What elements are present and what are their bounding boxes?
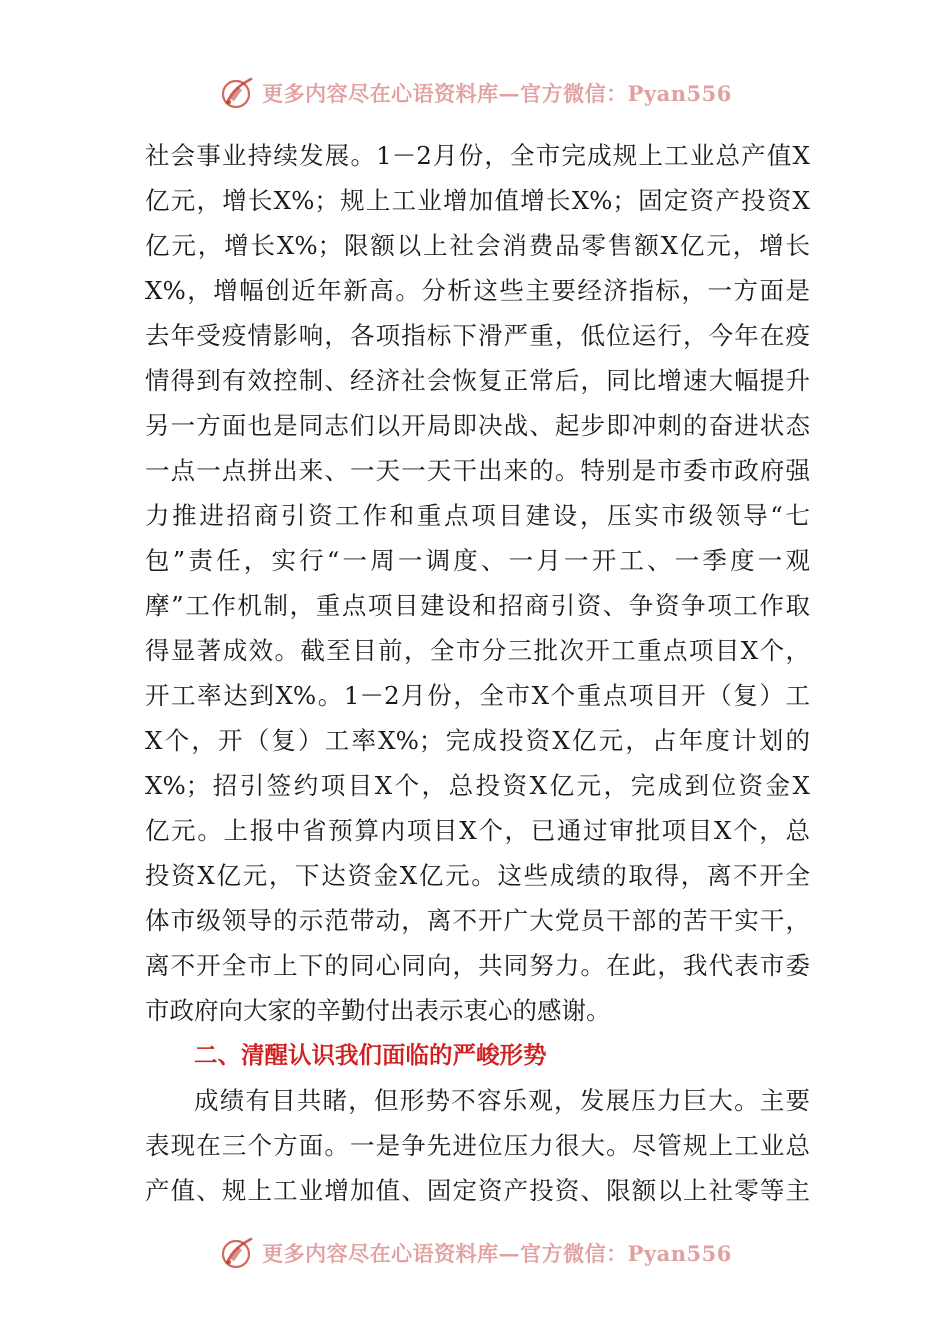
pen-swirl-logo-icon [218, 1233, 258, 1273]
section-line: 产值、规上工业增加值、固定资产投资、限额以上社零等主 [145, 1176, 810, 1205]
body-line: 亿元，增长X%；限额以上社会消费品零售额X亿元，增长 [145, 231, 810, 260]
body-line: 开工率达到X%。1－2月份，全市X个重点项目开（复）工 [145, 681, 810, 710]
body-line: 投资X亿元，下达资金X亿元。这些成绩的取得，离不开全 [145, 861, 810, 890]
body-line: 亿元。上报中省预算内项目X个，已通过审批项目X个，总 [145, 816, 810, 845]
body-line: X%；招引签约项目X个，总投资X亿元，完成到位资金X [145, 771, 810, 800]
body-line: X个，开（复）工率X%；完成投资X亿元，占年度计划的 [145, 726, 810, 755]
section-line: 成绩有目共睹，但形势不容乐观，发展压力巨大。主要 [194, 1086, 810, 1115]
body-line: 离不开全市上下的同心同向，共同努力。在此，我代表市委 [145, 951, 810, 980]
body-line: 去年受疫情影响，各项指标下滑严重，低位运行，今年在疫 [145, 321, 810, 350]
body-line: 另一方面也是同志们以开局即决战、起步即冲刺的奋进状态 [145, 411, 810, 440]
body-line: 得显著成效。截至目前，全市分三批次开工重点项目X个， [145, 636, 810, 665]
body-line: 摩”工作机制，重点项目建设和招商引资、争资争项工作取 [145, 591, 810, 620]
body-line: 一点一点拼出来、一天一天干出来的。特别是市委市政府强 [145, 456, 810, 485]
watermark-header [0, 68, 950, 118]
watermark-text: 更多内容尽在心语资料库—官方微信：Pyan556 [262, 81, 732, 106]
body-line: 力推进招商引资工作和重点项目建设，压实市级领导“七 [145, 501, 810, 530]
body-line: 亿元，增长X%；规上工业增加值增长X%；固定资产投资X [145, 186, 810, 215]
body-line: 体市级领导的示范带动，离不开广大党员干部的苦干实干， [145, 906, 810, 935]
document-body [145, 133, 810, 1213]
pen-swirl-logo-icon [218, 73, 258, 113]
body-line: 市政府向大家的辛勤付出表示衷心的感谢。 [145, 996, 611, 1025]
watermark-footer [0, 1228, 950, 1278]
watermark-text: 更多内容尽在心语资料库—官方微信：Pyan556 [262, 1241, 732, 1266]
body-line: 包”责任，实行“一周一调度、一月一开工、一季度一观 [145, 546, 810, 575]
section-heading: 二、清醒认识我们面临的严峻形势 [194, 1041, 547, 1069]
body-line: 情得到有效控制、经济社会恢复正常后，同比增速大幅提升 [145, 366, 810, 395]
body-line: X%，增幅创近年新高。分析这些主要经济指标，一方面是 [145, 276, 810, 305]
body-line: 社会事业持续发展。1－2月份，全市完成规上工业总产值X [145, 141, 810, 170]
section-line: 表现在三个方面。一是争先进位压力很大。尽管规上工业总 [145, 1131, 810, 1160]
